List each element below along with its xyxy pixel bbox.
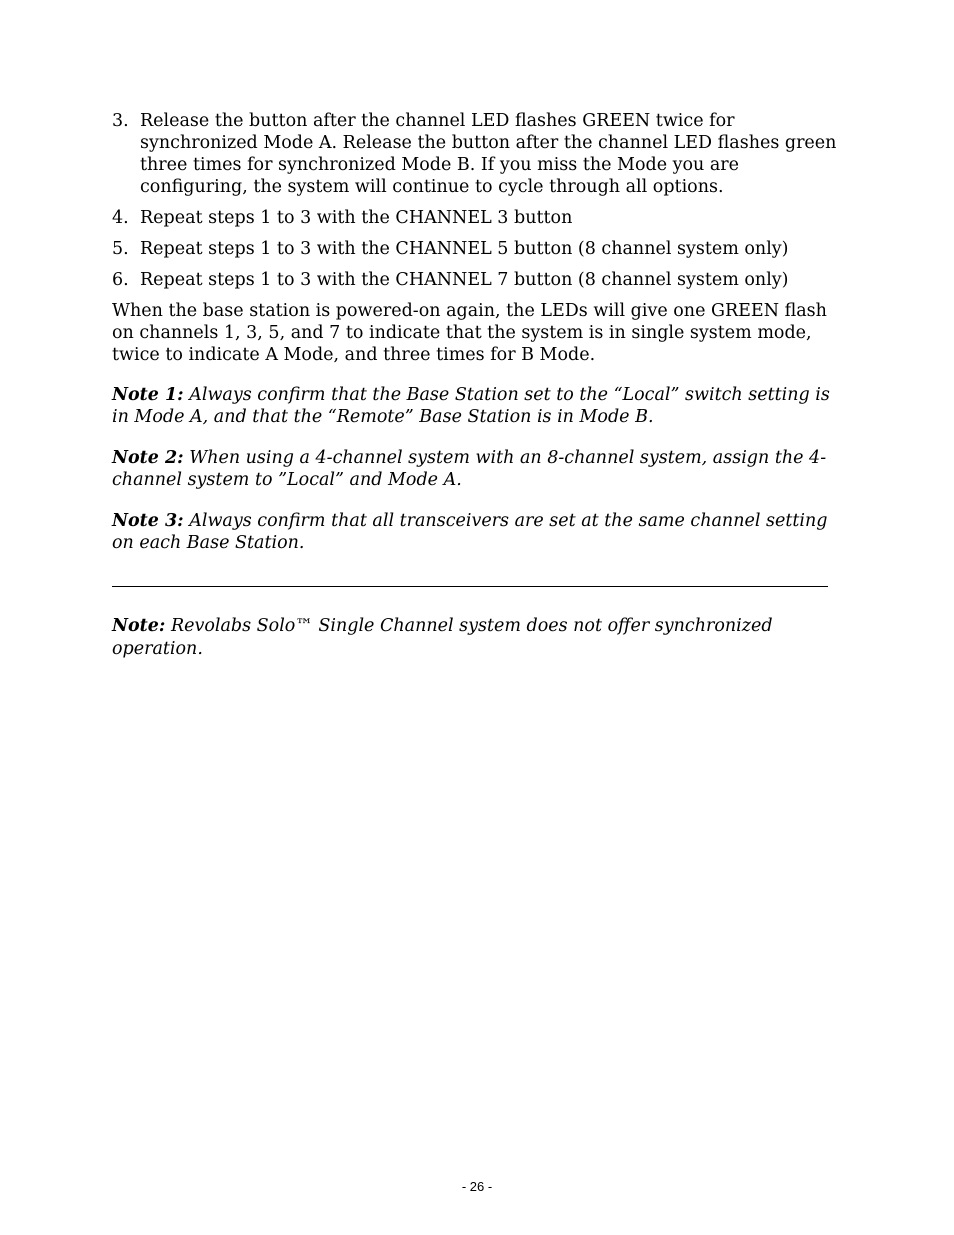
- horizontal-divider: [112, 586, 828, 587]
- step-number: 6.: [112, 270, 129, 290]
- step-text: Repeat steps 1 to 3 with the CHANNEL 3 button: [140, 208, 573, 228]
- final-note: [112, 615, 812, 661]
- list-item: [112, 110, 844, 198]
- trademark-symbol: ™: [295, 616, 313, 636]
- list-item: [112, 238, 844, 260]
- note-1: [112, 384, 844, 428]
- page-number: - 26 -: [461, 1179, 493, 1194]
- note-2: [112, 447, 844, 491]
- document-body: [112, 110, 844, 573]
- step-number: 5.: [112, 239, 129, 259]
- note-3: [112, 510, 844, 554]
- note-text-after: Single Channel system does not offer synchronized operation.: [112, 616, 773, 659]
- note-text: Always confirm that the Base Station set to the “Local” switch setting is in Mode A, and that the “Remote” Base Station is in Mode B.: [112, 385, 830, 427]
- step-text: Repeat steps 1 to 3 with the CHANNEL 5 button (8 channel system only): [140, 239, 789, 259]
- list-item: [112, 269, 844, 291]
- note-text: Always confirm that all transceivers are set at the same channel setting on each Base Station.: [112, 511, 828, 553]
- note-text: When using a 4-channel system with an 8-channel system, assign the 4-channel system to ”Local” and Mode A.: [112, 448, 827, 490]
- step-text: Release the button after the channel LED flashes GREEN twice for synchronized Mode A. Release the button after the channel LED flashes green three times for synchronized Mode B. If you miss the Mode you are configuring, the system will continue to cycle through all options.: [140, 111, 837, 197]
- note-label: Note 3:: [112, 511, 184, 531]
- note-text-before: Revolabs Solo: [170, 616, 296, 636]
- step-number: 4.: [112, 208, 129, 228]
- step-list: [112, 110, 844, 291]
- note-label: Note 1:: [112, 385, 184, 405]
- list-item: [112, 207, 844, 229]
- step-number: 3.: [112, 111, 129, 131]
- note-label: Note:: [112, 616, 166, 636]
- note-label: Note 2:: [112, 448, 184, 468]
- step-text: Repeat steps 1 to 3 with the CHANNEL 7 button (8 channel system only): [140, 270, 789, 290]
- body-paragraph: When the base station is powered-on again, the LEDs will give one GREEN flash on channels 1, 3, 5, and 7 to indicate that the system is in single system mode, twice to indicate A Mode, and three times for B Mode.: [112, 301, 827, 365]
